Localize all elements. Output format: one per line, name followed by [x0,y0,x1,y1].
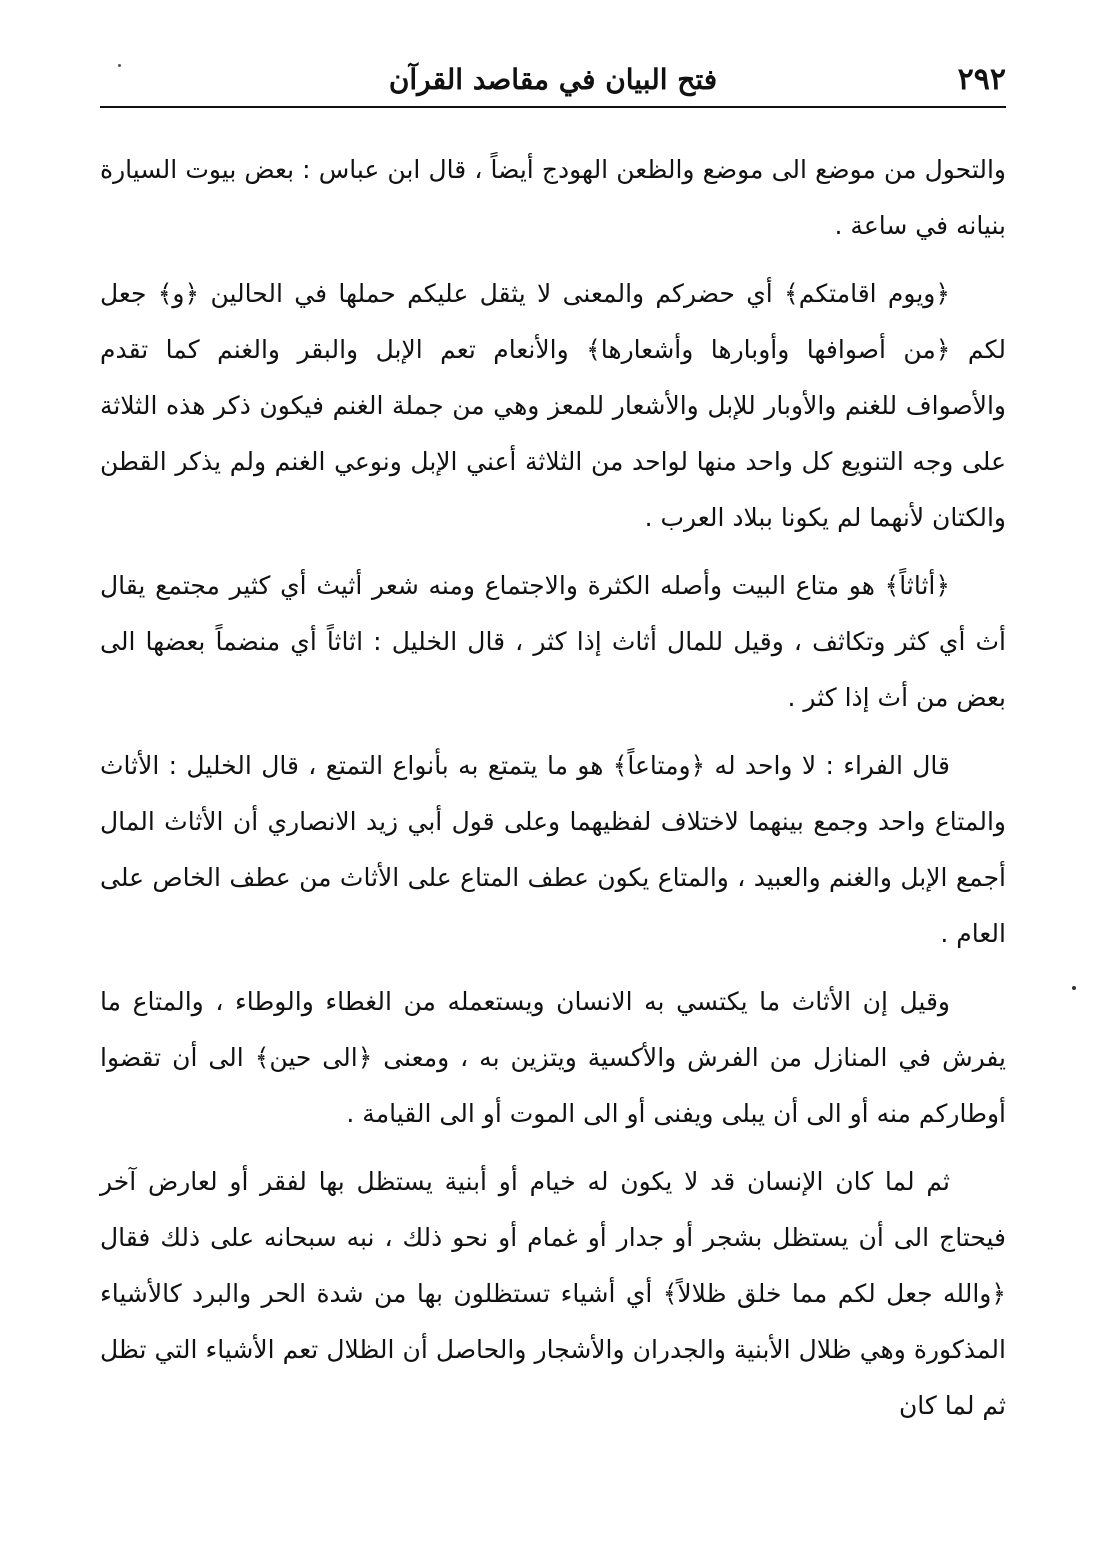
paragraph-6: ثم لما كان الإنسان قد لا يكون له خيام أو أبنية يستظل بها لفقر أو لعارض آخر فيحتاج الى أن يستظل بشجر أو جدار أو غمام أو نحو ذلك ، نبه سبحانه على ذلك فقال ﴿والله جعل لكم مما خلق ظلالاً﴾ أي أشياء تستظلون بها من شدة الحر والبرد كالأشياء المذكورة وهي ظلال الأبنية والجدران والأشجار والحاصل أن الظلال تعم الأشياء التي تظل ثم لما كان [100,1167,1006,1420]
paragraph-3: ﴿أثاثاً﴾ هو متاع البيت وأصله الكثرة والاجتماع ومنه شعر أثيث أي كثير مجتمع يقال أث أي كثر وتكاثف ، وقيل للمال أثاث إذا كثر ، قال الخليل : اثاثاً أي منضماً بعضها الى بعض من أث إذا كثر . [100,571,1006,712]
page-header [100,58,1006,106]
paragraph-2: ﴿ويوم اقامتكم﴾ أي حضركم والمعنى لا يثقل عليكم حملها في الحالين ﴿و﴾ جعل لكم ﴿من أصوافها وأوبارها وأشعارها﴾ والأنعام تعم الإبل والبقر والغنم كما تقدم والأصواف للغنم والأوبار للإبل والأشعار للمعز وهي من جملة الغنم فيكون ذكر هذه الثلاثة على وجه التنويع كل واحد منها لواحد من الثلاثة أعني الإبل ونوعي الغنم ولم يذكر القطن والكتان لأنهما لم يكونا ببلاد العرب . [100,279,1006,532]
paragraph-5: وقيل إن الأثاث ما يكتسي به الانسان ويستعمله من الغطاء والوطاء ، والمتاع ما يفرش في المنازل من الفرش والأكسية ويتزين به ، ومعنى ﴿الى حين﴾ الى أن تقضوا أوطاركم منه أو الى أن يبلى ويفنى أو الى الموت أو الى القيامة . [100,987,1006,1128]
margin-dot [1072,986,1076,990]
header-rule [100,106,1006,108]
paragraph-1: والتحول من موضع الى موضع والظعن الهودج أيضاً ، قال ابن عباس : بعض بيوت السيارة بنيانه في ساعة . [100,155,1006,240]
body-text [100,142,1006,1434]
page-number: ٢٩٢ [957,62,1006,97]
paragraph-4: قال الفراء : لا واحد له ﴿ومتاعاً﴾ هو ما يتمتع به بأنواع التمتع ، قال الخليل : الأثاث والمتاع واحد وجمع بينهما لاختلاف لفظيهما وعلى قول أبي زيد الانصاري أن الأثاث المال أجمع الإبل والغنم والعبيد ، والمتاع يكون عطف المتاع على الأثاث من عطف الخاص على العام . [100,751,1006,948]
running-title: فتح البيان في مقاصد القرآن [388,63,718,96]
